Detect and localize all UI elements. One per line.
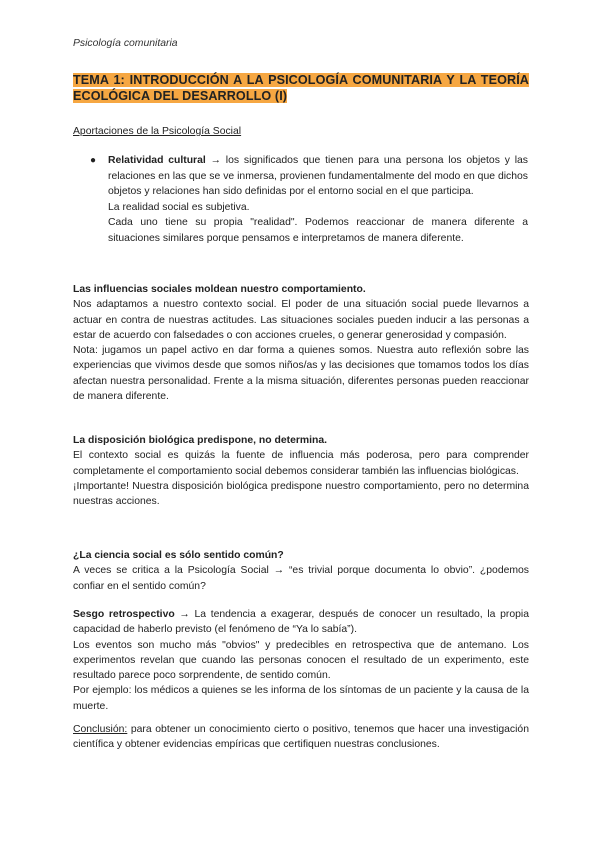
section-social-influence <box>73 282 529 404</box>
arrow: → <box>174 609 195 620</box>
bullet-line-3: Cada uno tiene su propia "realidad". Podemos reaccionar de manera diferente a situaciones similares porque pensamos e interpretamos de manera diferente. <box>108 217 528 244</box>
bullet-line-2: La realidad social es subjetiva. <box>108 201 250 213</box>
paragraph: Nota: jugamos un papel activo en dar forma a quienes somos. Nuestra auto reflexión sobre las experiencias que vivimos desde que somos niños/as y las decisiones que tomamos todos los días afectan nuestra personalidad. Frente a la misma situación, diferentes personas pueden reaccionar de manera diferente. <box>73 345 529 403</box>
section-conclusion <box>73 722 529 753</box>
section-subtitle: Aportaciones de la Psicología Social <box>73 126 242 137</box>
paragraph: El contexto social es quizás la fuente de influencia más poderosa, pero para comprender completamente el comportamiento social debemos considerar también las influencias biológicas. <box>73 450 529 477</box>
bullet-dot-icon: ● <box>90 155 97 166</box>
paragraph: ¡Importante! Nuestra disposición biológica predispone nuestro comportamiento, pero no determina nuestras acciones. <box>73 480 529 508</box>
term-hindsight-bias: Sesgo retrospectivo <box>73 609 175 620</box>
document-title <box>73 72 529 104</box>
paragraph: Nos adaptamos a nuestro contexto social. El poder de una situación social puede llevarnos a actuar en contra de nuestras actitudes. Las situaciones sociales pueden inducir a las personas a estar de acuerdo con falsedades o con acciones crueles, o generar generosidad y compasión. <box>73 299 529 341</box>
running-header: Psicología comunitaria <box>73 38 178 49</box>
bullet-arrow: → <box>205 155 226 166</box>
paragraph: A veces se critica a la Psicología Social → “es trivial porque documenta lo obvio”. ¿podemos confiar en el sentido común? <box>73 565 529 592</box>
section-heading: La disposición biológica predispone, no determina. <box>73 435 328 446</box>
section-common-sense <box>73 548 529 594</box>
bullet-term: Relatividad cultural <box>108 155 206 166</box>
section-heading: ¿La ciencia social es sólo sentido común? <box>73 550 284 561</box>
section-heading: Las influencias sociales moldean nuestro comportamiento. <box>73 284 366 295</box>
paragraph: La tendencia a exagerar, después de conocer un resultado, la propia capacidad de haberlo previsto (el fenómeno de “Ya lo sabía”). <box>73 609 529 636</box>
bullet-text <box>108 153 528 246</box>
bullet-definition: los significados que tienen para una persona los objetos y las relaciones en las que se ve inmersa, provienen fundamentalmente del modo en que dichos objetos y relaciones han sido definidas por el entorno social en el que participa. <box>108 155 528 197</box>
conclusion-label: Conclusión: <box>73 724 128 735</box>
title-highlight: TEMA 1: INTRODUCCIÓN A LA PSICOLOGÍA COMUNITARIA Y LA TEORÍA ECOLÓGICA DEL DESARROLLO (I) <box>73 73 529 103</box>
conclusion-text: para obtener un conocimiento cierto o positivo, tenemos que hacer una investigación científica y obtener evidencias empíricas que certifiquen nuestras conclusiones. <box>73 724 529 751</box>
paragraph: Por ejemplo: los médicos a quienes se les informa de los síntomas de un paciente y la causa de la muerte. <box>73 685 529 712</box>
section-biological <box>73 433 529 509</box>
paragraph: Los eventos son mucho más "obvios" y predecibles en retrospectiva que de antemano. Los experimentos revelan que cuando las personas conocen el resultado de un experimento, este resultado parece poco sorprendente, de sentido común. <box>73 639 529 682</box>
section-hindsight-bias <box>73 607 529 714</box>
